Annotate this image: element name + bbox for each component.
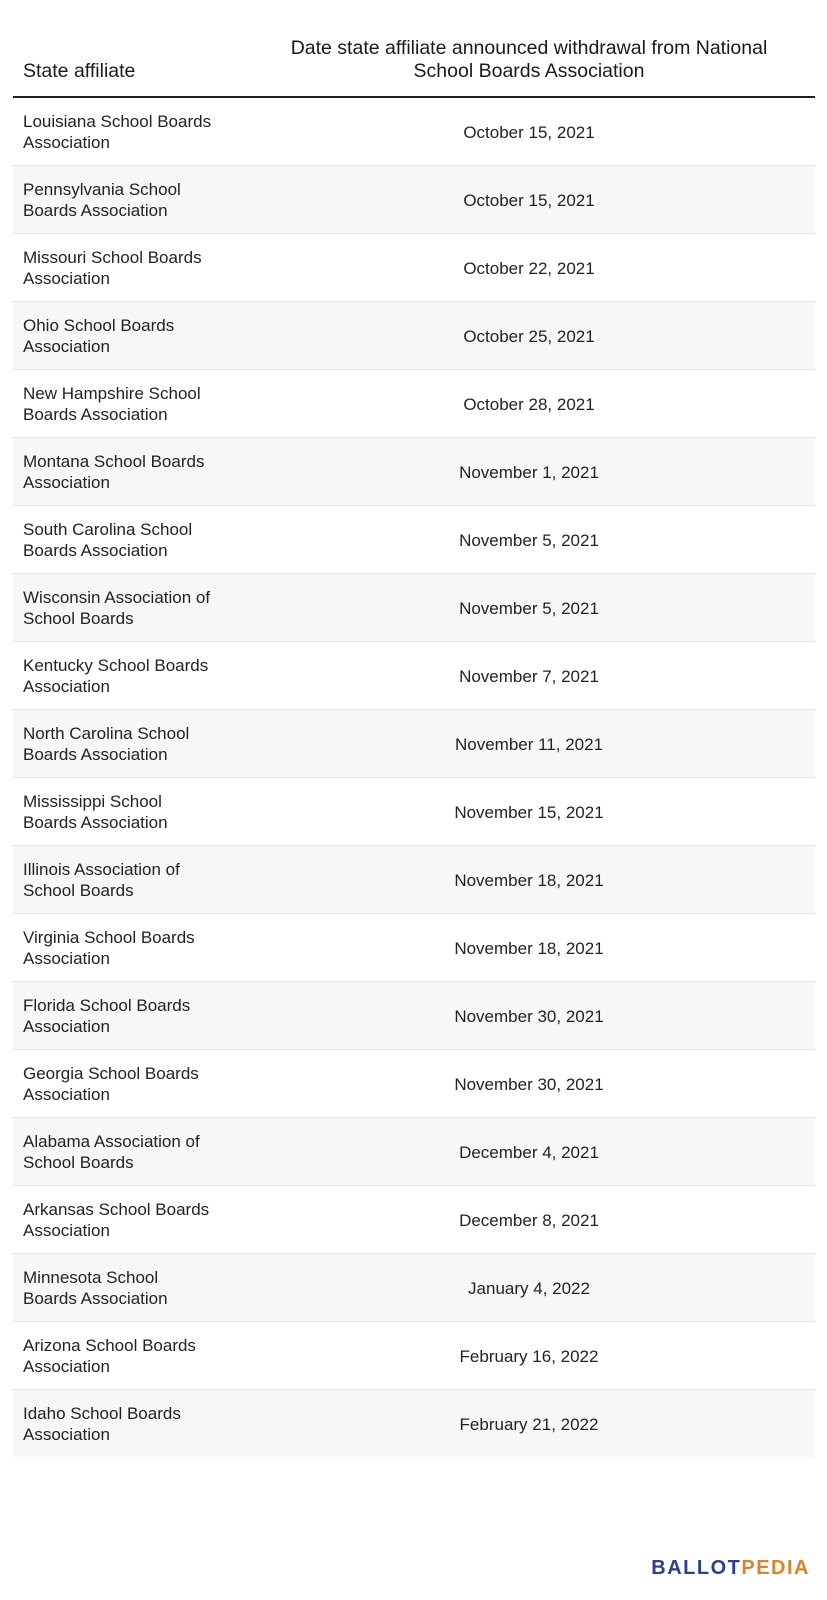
- cell-withdrawal-date: November 7, 2021: [243, 642, 815, 710]
- ballotpedia-logo: [651, 1556, 810, 1580]
- table-row: [13, 166, 815, 234]
- cell-withdrawal-date: October 25, 2021: [243, 302, 815, 370]
- cell-withdrawal-date: October 28, 2021: [243, 370, 815, 438]
- withdrawal-table: [13, 34, 815, 1457]
- cell-state-affiliate: Wisconsin Association of School Boards: [13, 574, 243, 642]
- table-row: [13, 1322, 815, 1390]
- cell-withdrawal-date: October 15, 2021: [243, 97, 815, 166]
- table-row: [13, 1118, 815, 1186]
- cell-withdrawal-date: January 4, 2022: [243, 1254, 815, 1322]
- table-row: [13, 846, 815, 914]
- cell-withdrawal-date: December 4, 2021: [243, 1118, 815, 1186]
- cell-state-affiliate: Arizona School Boards Association: [13, 1322, 243, 1390]
- table-row: [13, 914, 815, 982]
- cell-state-affiliate: New Hampshire School Boards Association: [13, 370, 243, 438]
- logo-part-ballot: BALLOT: [651, 1557, 742, 1579]
- cell-withdrawal-date: October 22, 2021: [243, 234, 815, 302]
- cell-state-affiliate: Missouri School Boards Association: [13, 234, 243, 302]
- cell-state-affiliate: Montana School Boards Association: [13, 438, 243, 506]
- cell-state-affiliate: Florida School Boards Association: [13, 982, 243, 1050]
- cell-withdrawal-date: November 1, 2021: [243, 438, 815, 506]
- table-row: [13, 642, 815, 710]
- table-row: [13, 234, 815, 302]
- cell-withdrawal-date: December 8, 2021: [243, 1186, 815, 1254]
- cell-state-affiliate: Arkansas School Boards Association: [13, 1186, 243, 1254]
- cell-withdrawal-date: November 30, 2021: [243, 1050, 815, 1118]
- cell-state-affiliate: South Carolina School Boards Association: [13, 506, 243, 574]
- cell-state-affiliate: Ohio School Boards Association: [13, 302, 243, 370]
- table-row: [13, 302, 815, 370]
- table-row: [13, 1050, 815, 1118]
- table-body: [13, 97, 815, 1457]
- table-header-row: [13, 34, 815, 97]
- withdrawal-table-container: [13, 34, 815, 1457]
- table-row: [13, 982, 815, 1050]
- cell-withdrawal-date: November 5, 2021: [243, 574, 815, 642]
- table-row: [13, 506, 815, 574]
- table-row: [13, 97, 815, 166]
- cell-state-affiliate: Pennsylvania School Boards Association: [13, 166, 243, 234]
- table-row: [13, 438, 815, 506]
- cell-withdrawal-date: November 11, 2021: [243, 710, 815, 778]
- cell-state-affiliate: Georgia School Boards Association: [13, 1050, 243, 1118]
- cell-state-affiliate: Alabama Association of School Boards: [13, 1118, 243, 1186]
- cell-state-affiliate: Louisiana School Boards Association: [13, 97, 243, 166]
- header-state-affiliate: State affiliate: [13, 34, 243, 97]
- table-row: [13, 710, 815, 778]
- cell-state-affiliate: North Carolina School Boards Association: [13, 710, 243, 778]
- cell-state-affiliate: Virginia School Boards Association: [13, 914, 243, 982]
- cell-withdrawal-date: February 21, 2022: [243, 1390, 815, 1458]
- cell-withdrawal-date: October 15, 2021: [243, 166, 815, 234]
- cell-state-affiliate: Illinois Association of School Boards: [13, 846, 243, 914]
- cell-withdrawal-date: November 18, 2021: [243, 846, 815, 914]
- cell-state-affiliate: Kentucky School Boards Association: [13, 642, 243, 710]
- table-row: [13, 1390, 815, 1458]
- cell-withdrawal-date: November 30, 2021: [243, 982, 815, 1050]
- table-row: [13, 1254, 815, 1322]
- cell-state-affiliate: Minnesota School Boards Association: [13, 1254, 243, 1322]
- cell-state-affiliate: Idaho School Boards Association: [13, 1390, 243, 1458]
- header-withdrawal-date-text: Date state affiliate announced withdrawal from National School Boards Association: [290, 37, 768, 82]
- table-row: [13, 1186, 815, 1254]
- header-withdrawal-date: [243, 34, 815, 97]
- cell-state-affiliate: Mississippi School Boards Association: [13, 778, 243, 846]
- table-row: [13, 574, 815, 642]
- table-row: [13, 370, 815, 438]
- table-row: [13, 778, 815, 846]
- cell-withdrawal-date: November 15, 2021: [243, 778, 815, 846]
- logo-part-pedia: PEDIA: [741, 1557, 810, 1579]
- cell-withdrawal-date: November 5, 2021: [243, 506, 815, 574]
- cell-withdrawal-date: February 16, 2022: [243, 1322, 815, 1390]
- cell-withdrawal-date: November 18, 2021: [243, 914, 815, 982]
